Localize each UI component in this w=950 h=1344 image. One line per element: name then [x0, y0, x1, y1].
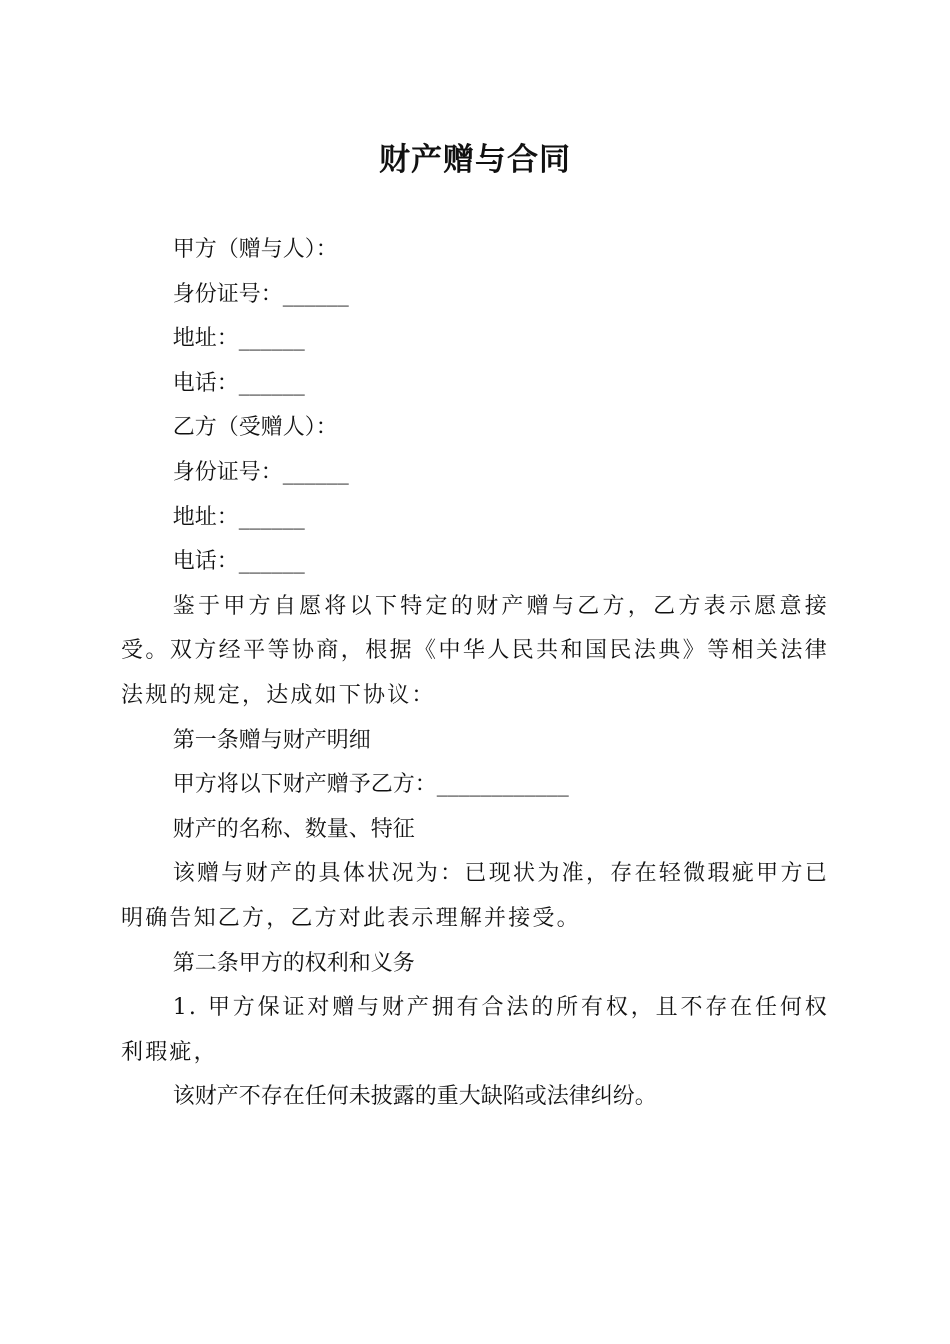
article-2-item-1: 1. 甲方保证对赠与财产拥有合法的所有权，且不存在任何权利瑕疵， [121, 995, 829, 1065]
party-b-address-line: 地址：______ [172, 504, 305, 530]
article-1-line-1: 甲方将以下财产赠予乙方：____________ [172, 772, 569, 798]
article-2-heading: 第二条甲方的权利和义务 [172, 950, 415, 976]
document-title: 财产赠与合同 [379, 142, 571, 178]
party-a-phone-line: 电话：______ [172, 370, 305, 396]
article-1-line-2: 财产的名称、数量、特征 [172, 816, 415, 842]
party-a-address-line: 地址：______ [172, 326, 305, 352]
party-b-phone-line: 电话：______ [172, 549, 305, 575]
document-body [121, 228, 829, 1120]
article-1-heading: 第一条赠与财产明细 [172, 727, 371, 753]
preamble-paragraph: 鉴于甲方自愿将以下特定的财产赠与乙方，乙方表示愿意接受。双方经平等协商，根据《中华人民共和国民法典》等相关法律法规的规定，达成如下协议： [121, 593, 829, 708]
party-b-heading: 乙方（受赠人）： [172, 415, 338, 441]
article-2-item-1-continued: 该财产不存在任何未披露的重大缺陷或法律纠纷。 [172, 1084, 657, 1110]
article-1-line-3: 该赠与财产的具体状况为：已现状为准，存在轻微瑕疵甲方已明确告知乙方，乙方对此表示理解并接受。 [121, 861, 829, 931]
party-a-heading: 甲方（赠与人）： [172, 237, 338, 262]
party-b-id-line: 身份证号：______ [172, 459, 349, 485]
party-a-id-line: 身份证号：______ [172, 281, 349, 307]
